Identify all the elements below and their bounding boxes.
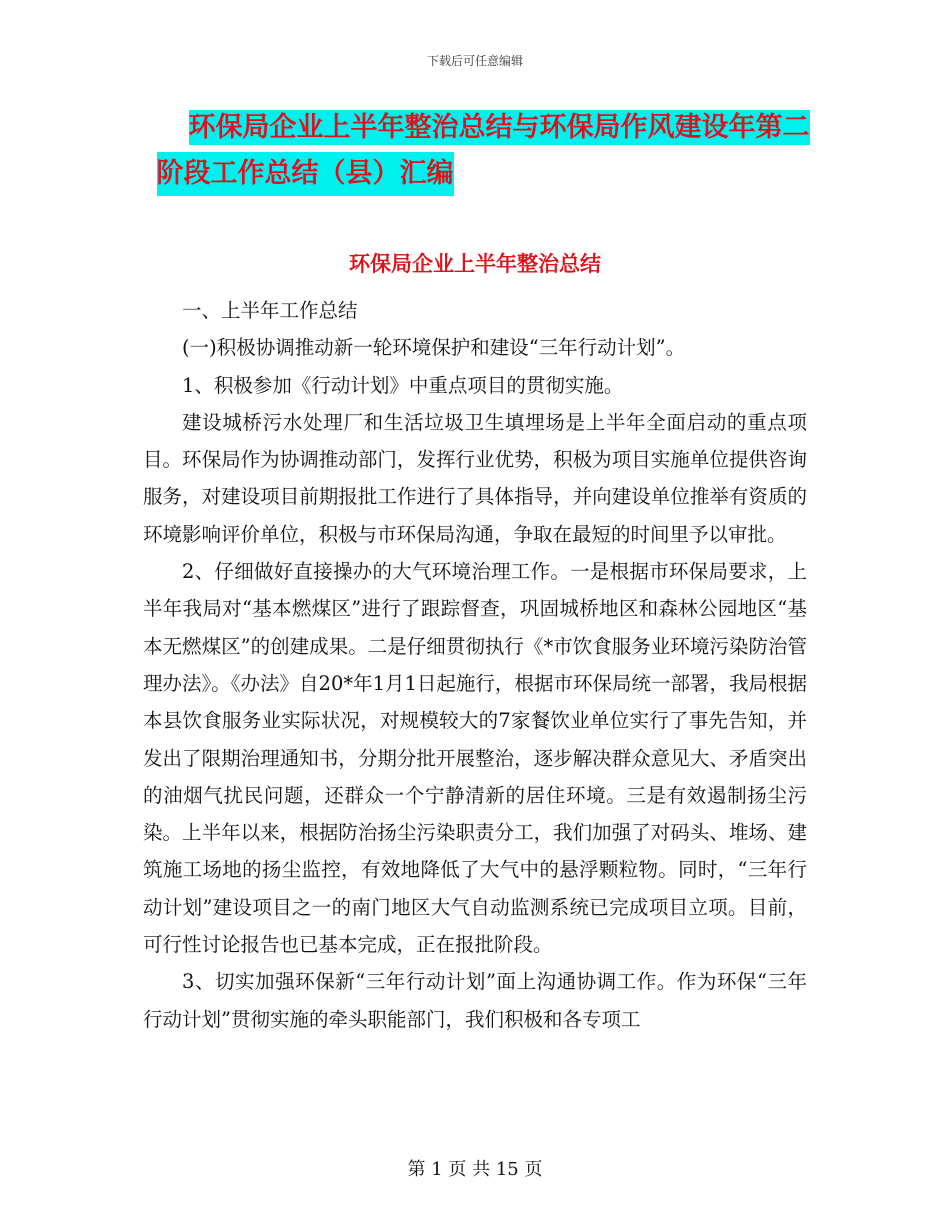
paragraph-3: 3、切实加强环保新“三年行动计划”面上沟通协调工作。作为环保“三年行动计划”贯彻实施的牵头职能部门，我们积极和各专项工 (143, 970, 807, 1031)
paragraph-heading-1: 一、上半年工作总结 (182, 299, 358, 322)
section-title: 环保局企业上半年整治总结 (349, 252, 601, 276)
page-number-footer: 第 1 页 共 15 页 (407, 1159, 543, 1180)
paragraph-1: 建设城桥污水处理厂和生活垃圾卫生填埋场是上半年全面启动的重点项目。环保局作为协调推动部门，发挥行业优势，积极为项目实施单位提供咨询服务，对建设项目前期报批工作进行了具体指导，并向建设单位推举有资质的环境影响评价单位，积极与市环保局沟通，争取在最短的时间里予以审批。 (143, 410, 807, 546)
main-title-text-2: 阶段工作总结（县）汇编 (157, 152, 454, 196)
document-body (143, 292, 807, 1038)
paragraph-heading-3: 1、积极参加《行动计划》中重点项目的贯彻实施。 (182, 373, 624, 397)
paragraph-2: 2、仔细做好直接操办的大气环境治理工作。一是根据市环保局要求，上半年我局对“基本燃煤区”进行了跟踪督查，巩固城桥地区和森林公园地区“基本无燃煤区”的创建成果。二是仔细贯彻执行《*市饮食服务业环境污染防治管理办法》。《办法》自20*年1月1日起施行，根据市环保局统一部署，我局根据本县饮食服务业实际状况，对规模较大的7家餐饮业单位实行了事先告知，并发出了限期治理通知书，分期分批开展整治，逐步解决群众意见大、矛盾突出的油烟气扰民问题，还群众一个宁静清新的居住环境。三是有效遏制扬尘污染。上半年以来，根据防治扬尘污染职责分工，我们加强了对码头、堆场、建筑施工场地的扬尘监控，有效地降低了大气中的悬浮颗粒物。同时，“三年行动计划”建设项目之一的南门地区大气自动监测系统已完成项目立项。目前，可行性讨论报告也已基本完成，正在报批阶段。 (143, 560, 807, 957)
main-title-line-2 (0, 152, 950, 196)
header-note: 下载后可任意编辑 (426, 54, 523, 68)
main-title-text-1: 环保局企业上半年整治总结与环保局作风建设年第二 (188, 112, 810, 143)
main-title-line-1 (0, 108, 950, 148)
paragraph-heading-2: (一)积极协调推动新一轮环境保护和建设“三年行动计划”。 (182, 336, 686, 360)
